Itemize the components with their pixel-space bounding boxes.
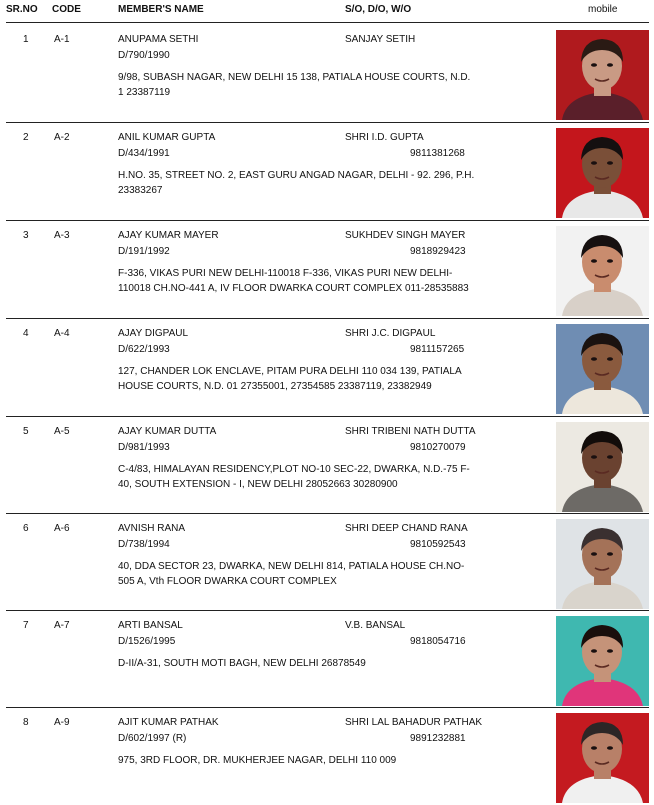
member-address: H.NO. 35, STREET NO. 2, EAST GURU ANGAD NAGAR, DELHI - 92. 296, P.H. 23383267 [118,170,475,196]
member-photo [556,128,649,218]
member-relation: SHRI LAL BAHADUR PATHAK [345,717,483,728]
row-divider [6,416,649,417]
member-mobile: 9810592543 [410,539,466,550]
header-member-name: MEMBER'S NAME [118,4,204,15]
member-srno: 5 [23,426,29,437]
member-address: F-336, VIKAS PURI NEW DELHI-110018 F-336, VIKAS PURI NEW DELHI-110018 CH.NO-441 A, IV FLOOR DWARKA COURT COMPLEX 011-28535883 [118,268,469,294]
member-relation: SHRI DEEP CHAND RANA [345,523,468,534]
member-address: 40, DDA SECTOR 23, DWARKA, NEW DELHI 814, PATIALA HOUSE CH.NO-505 A, Vth FLOOR DWARKA COURT COMPLEX [118,561,465,587]
member-relation: SHRI TRIBENI NATH DUTTA [345,426,476,437]
table-row [0,707,654,805]
member-srno: 2 [23,132,29,143]
member-relation: V.B. BANSAL [345,620,406,631]
table-row [0,220,654,318]
table-header [0,0,654,22]
table-row [0,610,654,708]
member-code: A-6 [54,523,70,534]
header-mobile: mobile [588,4,618,15]
member-relation: SHRI J.C. DIGPAUL [345,328,436,339]
member-code: A-7 [54,620,70,631]
member-address: C-4/83, HIMALAYAN RESIDENCY,PLOT NO-10 SEC-22, DWARKA, N.D.-75 F-40, SOUTH EXTENSION - I, NEW DELHI 28052663 30280900 [118,464,470,490]
row-divider [6,122,649,123]
member-srno: 1 [23,34,29,45]
member-photo [556,422,649,512]
member-name: AVNISH RANA [118,523,186,534]
row-divider [6,513,649,514]
member-registration: D/434/1991 [118,148,170,159]
member-mobile: 9891232881 [410,733,466,744]
header-code: CODE [52,4,81,15]
member-registration: D/1526/1995 [118,636,176,647]
member-relation: SANJAY SETIH [345,34,416,45]
member-name: AJAY DIGPAUL [118,328,189,339]
member-relation: SUKHDEV SINGH MAYER [345,230,466,241]
table-row [0,416,654,514]
member-code: A-5 [54,426,70,437]
member-name: ARTI BANSAL [118,620,183,631]
member-registration: D/790/1990 [118,50,170,61]
member-name: ANUPAMA SETHI [118,34,199,45]
member-photo [556,226,649,316]
header-divider [6,22,649,23]
header-srno: SR.NO [6,4,38,15]
member-registration: D/622/1993 [118,344,170,355]
member-code: A-4 [54,328,70,339]
member-photo [556,30,649,120]
member-srno: 7 [23,620,29,631]
member-photo [556,713,649,803]
member-address: 127, CHANDER LOK ENCLAVE, PITAM PURA DELHI 110 034 139, PATIALA HOUSE COURTS, N.D. 01 27355001, 27354585 23387119, 23382949 [118,366,462,392]
member-address: 9/98, SUBASH NAGAR, NEW DELHI 15 138, PATIALA HOUSE COURTS, N.D. 1 23387119 [118,72,471,98]
member-srno: 6 [23,523,29,534]
member-photo [556,519,649,609]
table-row [0,513,654,611]
member-relation: SHRI I.D. GUPTA [345,132,424,143]
table-row [0,122,654,220]
member-photo [556,616,649,706]
member-address: D-II/A-31, SOUTH MOTI BAGH, NEW DELHI 26878549 [118,658,366,669]
header-relation: S/O, D/O, W/O [345,4,412,15]
row-divider [6,610,649,611]
member-code: A-2 [54,132,70,143]
table-row [0,24,654,122]
row-divider [6,318,649,319]
row-divider [6,220,649,221]
member-name: AJAY KUMAR DUTTA [118,426,217,437]
member-code: A-3 [54,230,70,241]
member-code: A-9 [54,717,70,728]
member-registration: D/981/1993 [118,442,170,453]
member-mobile: 9811157265 [410,344,465,355]
member-srno: 3 [23,230,29,241]
member-srno: 8 [23,717,29,728]
member-name: ANIL KUMAR GUPTA [118,132,216,143]
member-address: 975, 3RD FLOOR, DR. MUKHERJEE NAGAR, DELHI 110 009 [118,755,397,766]
member-mobile: 9818054716 [410,636,466,647]
member-registration: D/191/1992 [118,246,170,257]
member-registration: D/738/1994 [118,539,170,550]
member-registration: D/602/1997 (R) [118,733,187,744]
member-mobile: 9810270079 [410,442,466,453]
member-name: AJAY KUMAR MAYER [118,230,219,241]
member-photo [556,324,649,414]
member-mobile: 9818929423 [410,246,466,257]
member-srno: 4 [23,328,29,339]
member-mobile: 9811381268 [410,148,465,159]
table-row [0,318,654,416]
member-name: AJIT KUMAR PATHAK [118,717,219,728]
member-code: A-1 [54,34,70,45]
row-divider [6,707,649,708]
